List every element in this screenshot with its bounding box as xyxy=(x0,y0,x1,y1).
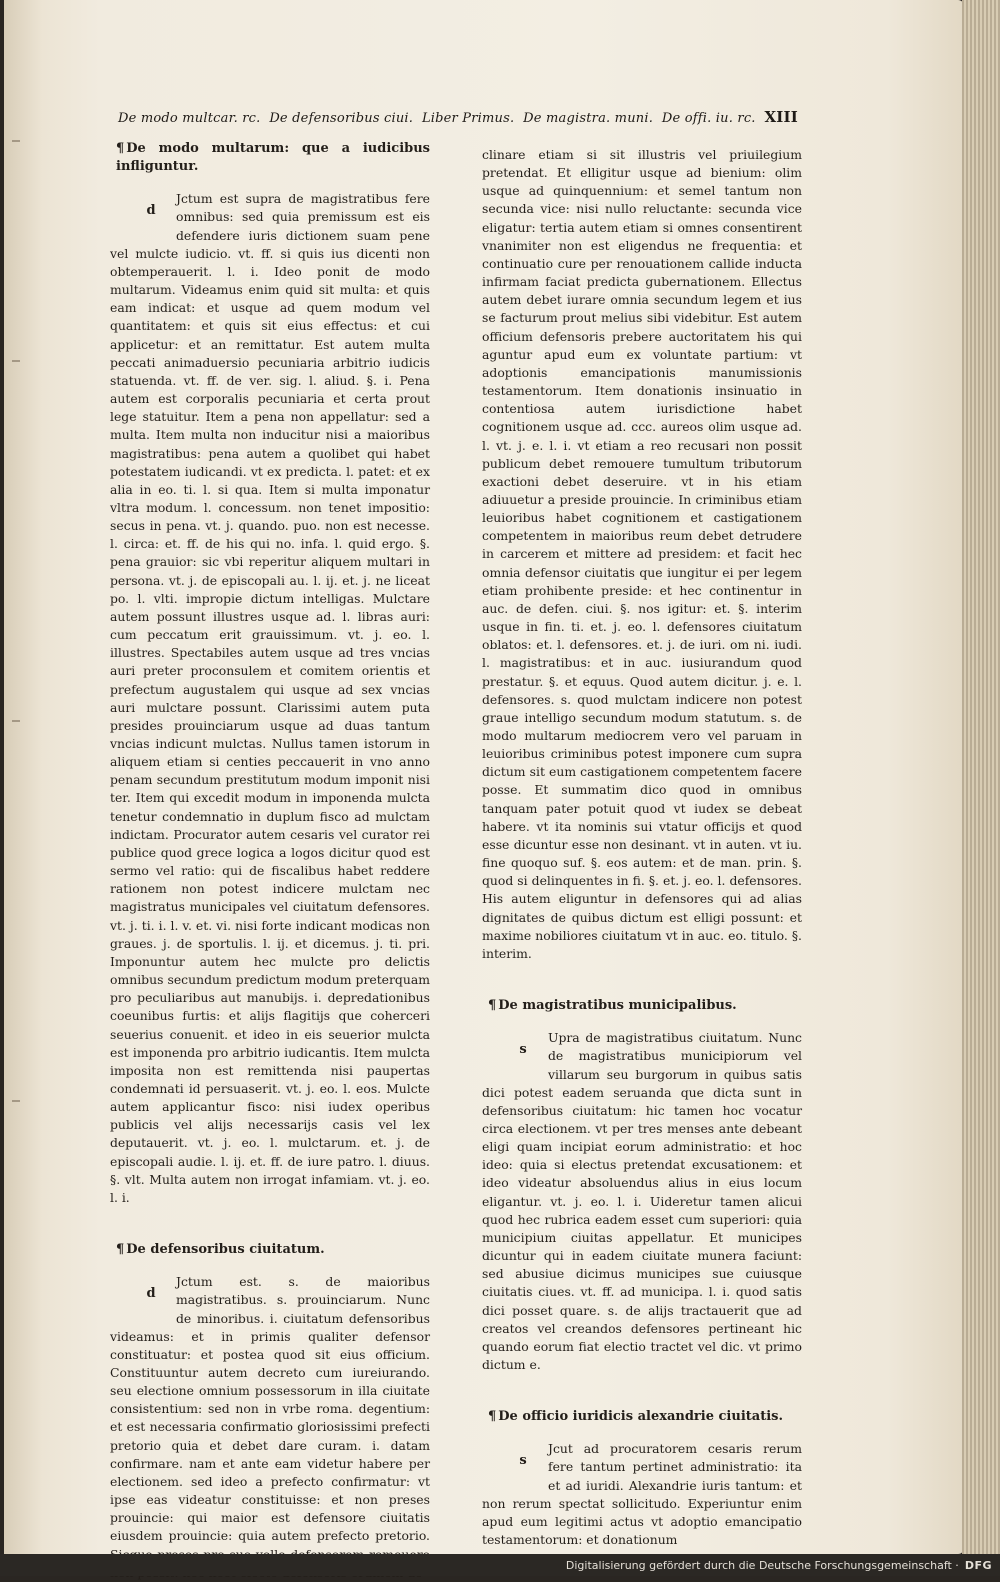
gutter-mark xyxy=(12,1100,20,1102)
page-edge xyxy=(962,0,1000,1554)
pilcrow-icon: ¶ xyxy=(488,998,497,1014)
body-paragraph: s Upra de magistratibus ciuitatum. Nunc de magistratibus municipiorum vel villarum seu burgorum in quibus satis dici potest eadem seruanda que dicta sunt in defensoribus ciuitatum: hic tamen hoc vocatur circa electionem. vt per tres menses ante debeant eligi quam incipiat eorum administratio: et hoc ideo: quia si electus pretendat excusationem: et ideo videatur absoluendus alius in eius locum eligantur. vt. j. eo. l. i. Uideretur tamen alicui quod hec rubrica eadem esset cum superiori: quia municipium ciuitas appellatur. Et municipes dicuntur qui in eadem ciuitate munera faciunt: sed abusiue dicimus municipes sue cuiusque ciuitatis ciues. vt. ff. ad municipa. l. i. quod satis dici posset quare. s. de alijs tractauerit que ad creatos vel creandos defensores pertineant hic quando eorum fiat electio tractet vel dic. vt primo dictum e. xyxy=(482,1030,802,1372)
folio-number: XIII xyxy=(764,108,798,126)
guide-letter: d xyxy=(146,1286,156,1302)
body-paragraph: d Jctum est. s. de maioribus magistratibus. s. prouinciarum. Nunc de minoribus. i. ciuitatum defensoribus videamus: et in primis qualiter defensor constituatur: et postea quod sit eius officium. Constituuntur autem decreto cum iureiurando. seu electione omnium possessorum in illa ciuitate consistentium: sed non in vrbe roma. degentium: et est necessaria confirmatio gloriosissimi prefecti pretorio quia et debet dare curam. i. datam confirmare. nam et ante eam videtur habere per electionem. sed ideo a prefecto confirmatur: vt ipse eas videatur constituisse: et non preses prouincie: qui maior est defensore ciuitatis eiusdem prouincie: quia autem prefecto pretorio. xyxy=(110,1274,430,1544)
right-column xyxy=(482,146,802,1549)
header-item: De offi. iu. rc. xyxy=(661,111,756,126)
body-paragraph: clinare etiam si sit illustris vel priuilegium pretendat. Et elligitur usque ad bienium: olim usque ad quinquennium: et semel tantum non secunda vice: nisi nullo reluctante: secunda vice eligatur: tertia autem etiam si omnes consentirent vnanimiter non est eligendus ne frequentia: et continuatio cure per renouationem callide inducta infirmam faciat predicta gubernationem. Ellectus autem debet iurare omnia secundum legem et ius se facturum prout melius sibi videbitur. Est autem officium defensoris prebere auctoritatem his qui aguntur apud eum ex voluntate partium: vt adoptionis emancipationis manumissionis testamentorum. Item donationis insinuatio in contentiosa autem iurisdictione habet cognitionem usque ad. ccc. aureos olim usque ad. l. vt. j. e. l. i. vt etiam a reo recusari non possit publicum debet remouere tumultum tributorum exactioni debet deseruire. vt in his etiam adiuuetur a preside prouincie. In criminibus etiam leuioribus habet cognitionem et castigationem competentem in maioribus reum debet detrudere in carcerem et mittere ad presidem: et facit hec omnia defensor ciuitatis que iungitur ei per legem etiam prohibente preside: et hec continentur in auc. de defen. ciui. §. nos igitur: et. §. interim usque in fin. ti. et. j. eo. l. defensores ciuitatum oblatos: et. l. defensores. et. j. de iuri. om ni. iudi. l. magistratibus: et in auc. iusiurandum quod prestatur. §. et equus. Quod autem dicitur. j. e. l. defensores. s. quod mulctam indicere non potest graue intelligo secundum modum statutum. s. de modo multarum mediocrem vero vel paruam in leuioribus criminibus potest imponere cum supra dictum sit eum castigationem competentem facere posse. Et summatim dico quod in omnibus tanquam pater potuit quod vt iudex se debeat habere. vt ita nominis sui vtatur officijs et quod esse dicuntur esse non desinant. vt in auten. vt iu. fine quoquo suf. §. eos autem: et de man. prin. §. quod si delinquentes in fi. §. et. j. eo. l. defensores. His autem eliguntur in defensores qui ad alias dignitates de quibus dictum est elligi possunt: et maxime nobiliores ciuitatum vt in auc. eo. titulo. §. interim. xyxy=(482,147,802,961)
header-item: Liber Primus. xyxy=(421,111,515,126)
section-heading: ¶ De officio iuridicis alexandrie ciuitatis. xyxy=(488,1409,783,1425)
body-paragraph: s Jcut ad procuratorem cesaris rerum fere tantum pertinet administratio: ita et ad iuridi. Alexandrie iuris tantum: et non rerum spectat sollicitudo. Experiuntur enim apud eum legitimi actus vt adoptio emancipatio testamentorum: et donationum xyxy=(482,1441,802,1548)
guide-letter: s xyxy=(519,1453,527,1469)
gutter-mark xyxy=(12,140,20,142)
section-heading: ¶ De defensoribus ciuitatum. xyxy=(116,1242,325,1258)
header-item: De magistra. muni. xyxy=(523,111,654,126)
pilcrow-icon: ¶ xyxy=(116,1242,125,1258)
body-paragraph: d Jctum est supra de magistratibus fere omnibus: sed quia premissum est eis defendere iuris dictionem suam pene vel mulcte iudicio. vt. ff. si quis ius dicenti non obtemperauerit. l. i. Ideo ponit de modo multarum. Videamus enim quid sit multa: et quis eam indicat: et usque ad quem modum vel quantitatem: et quis sit eius effectus: et cui applicetur: et an remittatur. Est autem multa peccati animaduersio pecuniaria arbitrio iudicis statuenda. vt. ff. de ver. sig. l. aliud. §. i. Pena autem est corporalis pecuniaria et certa prout lege statuitur. Item a pena non appellatur: sed a multa. Item multa non inducitur nisi a maioribus magistratibus: pena autem a quolibet qui habet potestatem iudicandi. vt ex predicta. l. patet: et ex alia in eo. ti. l. si qua. Item si multa imponatur vltra modum. l. concessum. non tenet impositio: secus in pena. vt. j. quando. puo. non est necesse. l. circa: et. ff. de his qui no. infa. l. quid ergo. §. pena grauior: sic vbi reperitur aliquem multari in persona. vt. j. de episcopali au. l. ij. et. j. ne liceat po. l. vlti. impropie dictum intelligas. Mulctare autem possunt illustres usque ad. l. libras auri: cum peccatum erit grauissimum. vt. j. eo. l. illustres. Spectabiles autem usque ad tres vncias auri preter proconsulem et comitem orientis et prefectum augustalem qui usque ad sex vncias auri mulctare possunt. Clarissimi autem puta presides prouinciarum usque ad duas tantum vncias indicunt mulctas. Nullus tamen istorum in aliquem etiam si centies peccauerit in vno anno penam secundum prestitutum modum imponit nisi ter. Item qui excedit modum in imponenda mulcta tenetur condemnatio in duplum fisco ad mulctam indictam. Procurator autem cesaris vel curator rei publice quod grece logica a logos dicitur quod est sermo vel ratio: qui de fiscalibus habet reddere rationem non potest indicere mulctam nec magistratus municipales vel ciuitatum defensores. vt. j. ti. i. l. v. et. vi. nisi forte indicant modicas non graues. j. de sportulis. l. ij. et dicemus. j. ti. pri. Imponuntur autem hec mulcte pro delictis omnibus secundum predictum modum preterquam pro peculiaribus aut manubijs. i. depredationibus coeunibus furtis: et alijs flagitijs que coherceri seuerius conuenit. et ideo in eis seuerior mulcta est imponenda pro arbitrio iudicantis. Item mulcta imposita non est remittenda nisi paupertas condemnati id persuaserit. vt. j. eo. l. eos. Mulcte autem applicantur fisco: nisi iudex operibus publicis vel alijs necessarijs casis vel lex deputauerit. vt. j. eo. l. mulctarum. et. j. de episcopali audie. l. ij. et. ff. de iure patro. l. diuus. §. vlt. Multa autem non irrogat infamiam. vt. j. eo. l. i. xyxy=(110,191,430,1205)
dfg-logo: DFG xyxy=(964,1558,992,1572)
gutter-mark xyxy=(12,360,20,362)
section-heading: ¶ De modo multarum: que a iudicibus infliguntur. xyxy=(116,141,430,175)
header-item: De defensoribus ciui. xyxy=(269,111,414,126)
running-header xyxy=(118,108,798,130)
section-heading: ¶ De magistratibus municipalibus. xyxy=(488,998,737,1014)
pilcrow-icon: ¶ xyxy=(488,1409,497,1425)
gutter-mark xyxy=(12,720,20,722)
guide-letter: d xyxy=(146,203,156,219)
guide-letter: s xyxy=(519,1042,527,1058)
header-item: De modo multcar. rc. xyxy=(118,111,261,126)
funding-notice: Digitalisierung gefördert durch die Deutsche Forschungsgemeinschaft · xyxy=(565,1558,959,1572)
pilcrow-icon: ¶ xyxy=(116,141,125,156)
funding-footer xyxy=(0,1554,1000,1576)
left-column xyxy=(110,140,430,1582)
